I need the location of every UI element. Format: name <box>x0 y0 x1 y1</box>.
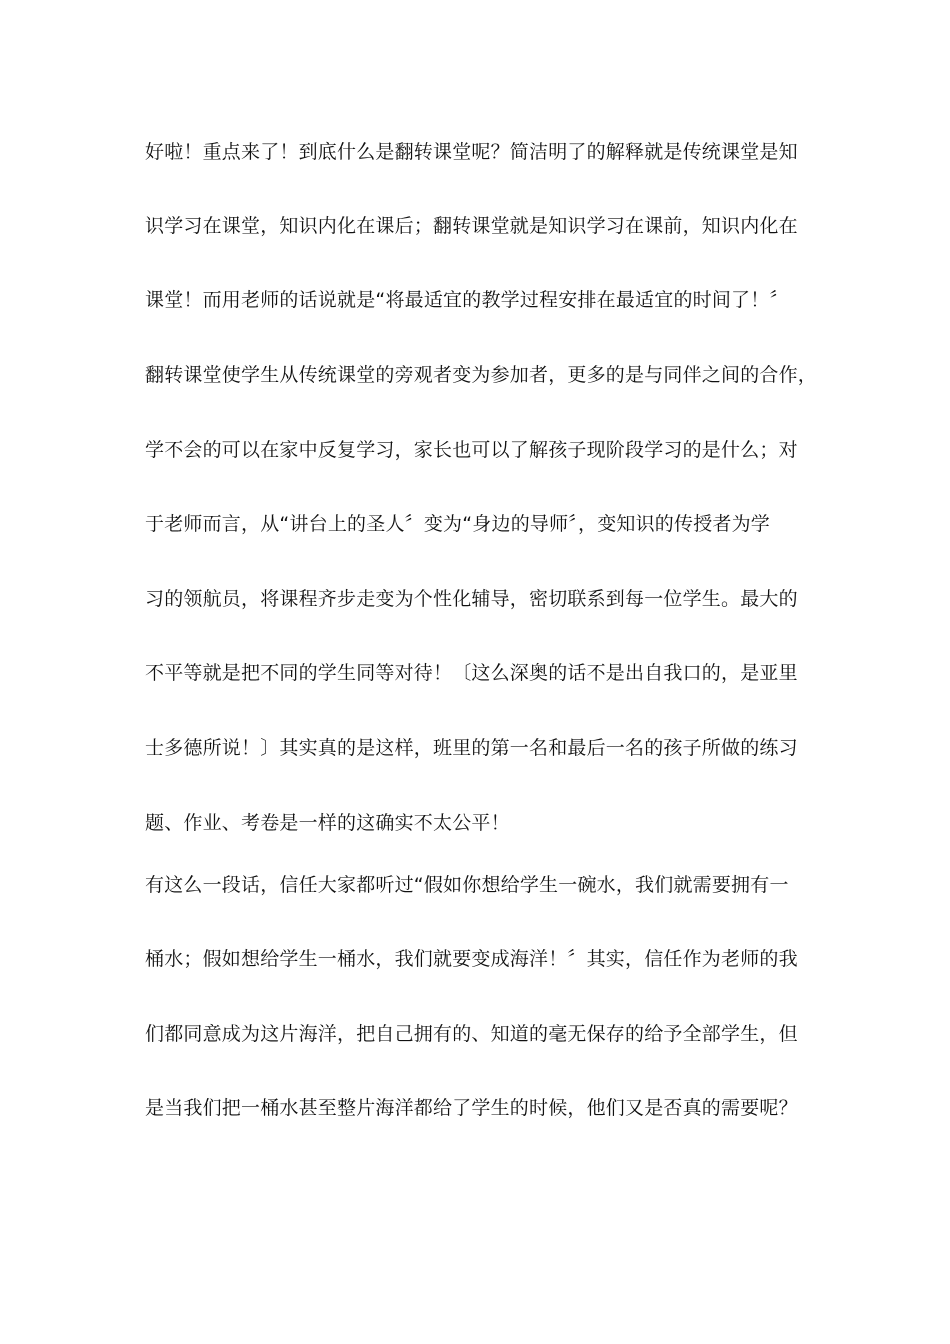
text-line: 学不会的可以在家中反复学习，家长也可以了解孩子现阶段学习的是什么；对 <box>145 439 798 461</box>
text-line: 题、作业、考卷是一样的这确实不太公平！ <box>145 812 510 834</box>
text-line: 是当我们把一桶水甚至整片海洋都给了学生的时候，他们又是否真的需要呢？ <box>145 1097 798 1119</box>
text-line: 有这么一段话，信任大家都听过“假如你想给学生一碗水，我们就需要拥有一 <box>145 874 789 896</box>
text-line: 好啦！重点来了！到底什么是翻转课堂呢？简洁明了的解释就是传统课堂是知 <box>145 141 798 163</box>
text-line: 习的领航员，将课程齐步走变为个性化辅导，密切联系到每一位学生。最大的 <box>145 588 798 610</box>
text-line: 桶水；假如想给学生一桶水，我们就要变成海洋！〞其实，信任作为老师的我 <box>145 948 798 970</box>
text-line: 士多德所说！〕其实真的是这样，班里的第一名和最后一名的孩子所做的练习 <box>145 737 798 759</box>
text-line: 翻转课堂使学生从传统课堂的旁观者变为参加者，更多的是与同伴之间的合作， <box>145 364 818 386</box>
text-line: 于老师而言，从“讲台上的圣人〞变为“身边的导师〞，变知识的传授者为学 <box>145 513 770 535</box>
text-line: 课堂！而用老师的话说就是“将最适宜的教学过程安排在最适宜的时间了！〞 <box>145 289 789 311</box>
text-line: 们都同意成为这片海洋，把自己拥有的、知道的毫无保存的给予全部学生，但 <box>145 1023 798 1045</box>
text-line: 识学习在课堂，知识内化在课后；翻转课堂就是知识学习在课前，知识内化在 <box>145 215 798 237</box>
text-line: 不平等就是把不同的学生同等对待！〔这么深奥的话不是出自我口的，是亚里 <box>145 662 798 684</box>
